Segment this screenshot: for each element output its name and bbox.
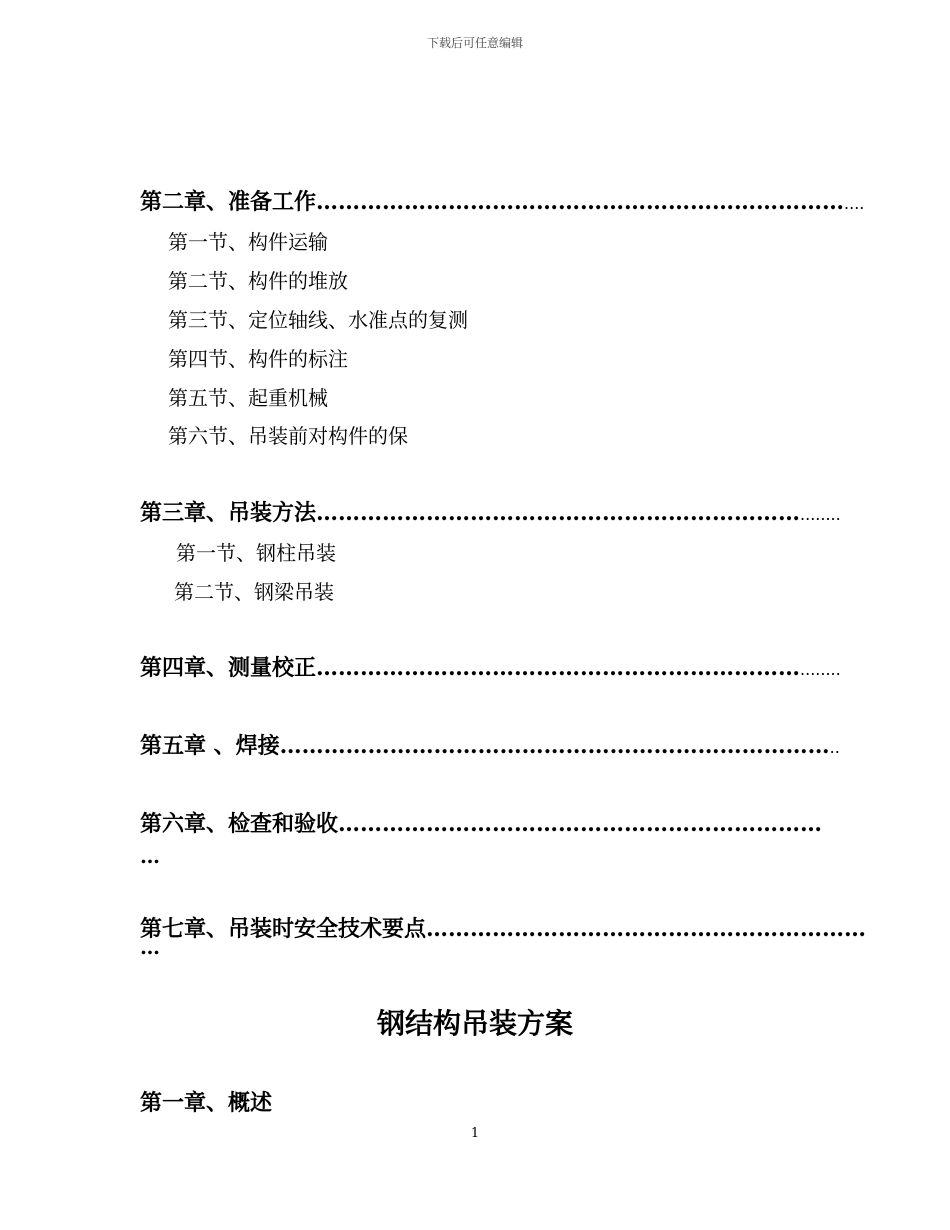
toc-chapter-3-title: 第三章、吊装方法 bbox=[140, 500, 317, 526]
toc-leader: …………………………………………………… bbox=[426, 916, 867, 942]
toc-chapter-7[interactable] bbox=[140, 912, 866, 943]
toc-chapter-4-title: 第四章、测量校正 bbox=[140, 655, 317, 681]
toc-leader: ………………………………………………………… bbox=[316, 655, 801, 681]
toc-chapter-6[interactable] bbox=[140, 807, 822, 838]
toc-chapter-4[interactable] bbox=[140, 651, 841, 682]
toc-leader-tail: ........ bbox=[800, 505, 841, 524]
toc-section-2-4[interactable]: 第四节、构件的标注 bbox=[168, 347, 348, 371]
toc-section-2-1[interactable]: 第一节、构件运输 bbox=[168, 230, 328, 254]
toc-leader: ………………………………………………………… bbox=[316, 500, 801, 526]
toc-chapter-5-title: 第五章 、焊接 bbox=[140, 733, 280, 759]
toc-section-2-3[interactable]: 第三节、定位轴线、水准点的复测 bbox=[168, 308, 468, 332]
toc-leader-continuation: … bbox=[140, 844, 160, 868]
toc-chapter-6-title: 第六章、检查和验收 bbox=[140, 811, 339, 837]
toc-chapter-5[interactable] bbox=[140, 729, 840, 760]
toc-section-3-1[interactable]: 第一节、钢柱吊装 bbox=[176, 541, 336, 565]
toc-chapter-7-title: 第七章、吊装时安全技术要点 bbox=[140, 916, 427, 942]
toc-leader: ………………………………………………………………… bbox=[279, 733, 830, 759]
toc-section-3-2[interactable]: 第二节、钢梁吊装 bbox=[174, 580, 334, 604]
toc-leader-tail: .. bbox=[829, 738, 840, 757]
page-number: 1 bbox=[470, 1126, 480, 1141]
toc-section-2-6[interactable]: 第六节、吊装前对构件的保 bbox=[168, 424, 408, 448]
chapter-1-heading: 第一章、概述 bbox=[140, 1090, 273, 1116]
toc-leader: ………………………………………………………… bbox=[338, 811, 823, 837]
toc-chapter-2-title: 第二章、准备工作 bbox=[140, 189, 317, 215]
toc-leader-tail: .... bbox=[844, 194, 865, 213]
page-header: 下载后可任意编辑 bbox=[426, 36, 523, 50]
toc-chapter-3[interactable] bbox=[140, 496, 841, 527]
toc-chapter-2[interactable] bbox=[140, 185, 864, 216]
toc-leader-tail: ........ bbox=[800, 660, 841, 679]
toc-section-2-5[interactable]: 第五节、起重机械 bbox=[168, 386, 328, 410]
toc-section-2-2[interactable]: 第二节、构件的堆放 bbox=[168, 269, 348, 293]
toc-leader-continuation: … bbox=[140, 935, 160, 959]
document-title: 钢结构吊装方案 bbox=[376, 1007, 573, 1040]
toc-leader: ……………………………………………………………… bbox=[316, 189, 845, 215]
